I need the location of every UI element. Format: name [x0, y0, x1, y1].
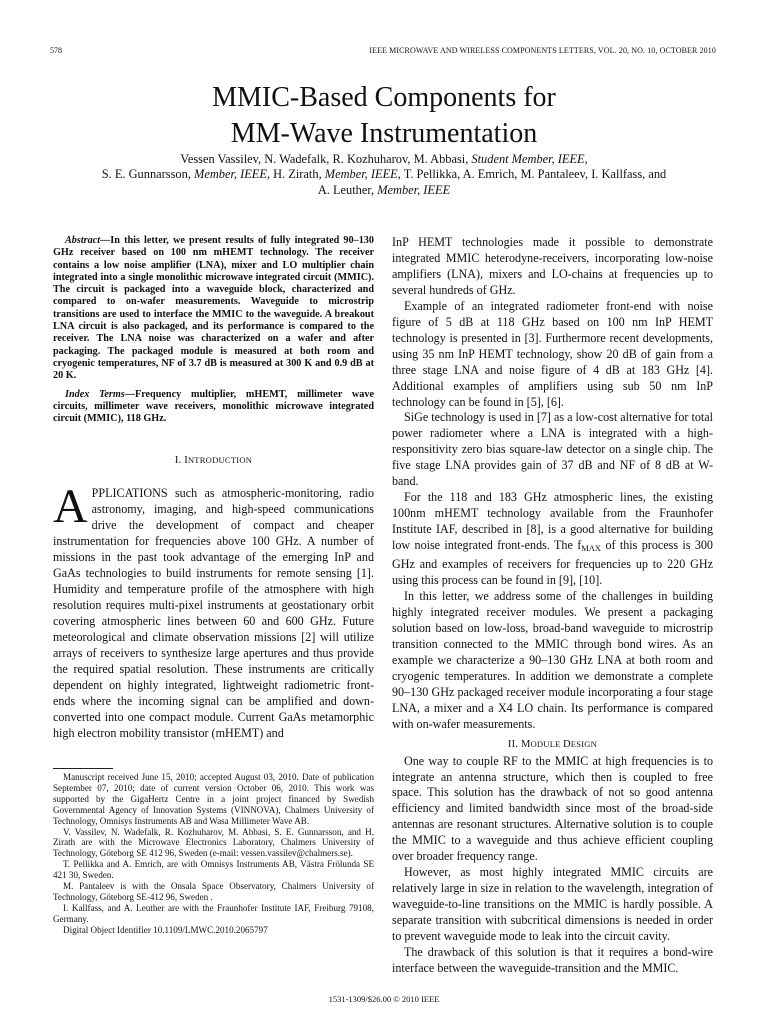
fmax-subscript: MAX: [581, 543, 602, 554]
abstract: [53, 235, 374, 383]
index-terms-text: —Frequency multiplier, mHEMT, millimeter wave circuits, millimeter wave receivers, monolithic microwave integrated circuit (MMIC), 118 GHz.: [53, 388, 374, 425]
author-names-2: S. E. Gunnarsson,: [101, 167, 194, 182]
abstract-text: —In this letter, we present results of fully integrated 90–130 GHz receiver based on 100 nm mHEMT technology. The receiver contains a low noise amplifier (LNA), mixer and LO multiplier chain integrated into a single monolithic microwave integrated circuit (MMIC). The circuit is packaged into a waveguide block, characterized and compared to on-wafer measurements. Waveguide to microstrip transitions are used to interface the MMIC to the waveguide. A breakout LNA circuit is also packaged, and its performance is compared to the receiver. The LNA noise was characterized on a wafer and after packaging. The packaged module is measured at both room and cryogenic temperatures, NF of 3.7 dB is measured at 300 K and 0.9 dB at 20 K.: [53, 235, 374, 382]
paragraph-5: In this letter, we address some of the challenges in building highly integrated receiver modules. We present a packaging solution based on low-loss, broad-band waveguide to microstrip transition connected to the MMIC through bond wires. As an example we characterize a 90–130 GHz LNA at both room and cryogenic temperatures. In addition we demonstrate a complete 90–130 GHz packaged receiver module incorporating a four stage LNA, a mixer and a X4 LO chain. Its performance is compared with on-wafer measurements.: [392, 588, 713, 731]
section-rest-2: ESIGN: [570, 738, 598, 749]
section-rest-1: ODULE: [530, 738, 563, 749]
footnote-doi: Digital Object Identifier 10.1109/LMWC.2010.2065797: [63, 924, 268, 935]
footnotes: [53, 772, 374, 936]
copyright-footer: 1531-1309/$26.00 © 2010 IEEE: [328, 994, 440, 1004]
abstract-label: Abstract: [65, 235, 101, 246]
section-first-letter-2: D: [562, 738, 571, 750]
author-names-3: , H. Zirath,: [266, 167, 325, 182]
paragraph-4-text-a: For the 118 and 183 GHz atmospheric lines, the existing 100nm mHEMT technology available from the Fraunhofer Institute IAF, described in [8], is a good alternative for building low noise integrated front-ends. The f: [392, 490, 713, 553]
left-column: [53, 235, 374, 742]
section-first-letter: I: [184, 455, 188, 467]
author-list: [40, 152, 728, 198]
section-first-letter-1: M: [520, 738, 531, 750]
author-role-1: Student Member, IEEE: [471, 152, 585, 166]
section-numeral: I.: [174, 455, 185, 467]
page-number: 578: [50, 46, 62, 55]
footnote-rule: [53, 768, 113, 769]
footnote-affiliation-onsala: M. Pantaleev is with the Onsala Space Observatory, Chalmers University of Technology, Göteborg SE-412 96, Sweden .: [53, 881, 374, 902]
footnote-affiliation-omnisys: T. Pellikka and A. Emrich, are with Omnisys Instruments AB, Västra Frölunda SE 421 30, Sweden.: [53, 859, 374, 881]
index-terms: [53, 389, 374, 426]
author-role-5: Member, IEEE: [377, 182, 451, 197]
paragraph-2: Example of an integrated radiometer front-end with noise figure of 5 dB at 118 GHz based on 100 nm InP HEMT technology is presented in [3]. Furthermore recent developments, using 35 nm InP HEMT technology, show 20 dB of gain from a three stage LNA and noise figure of 4 dB at 183 GHz [4]. Additional examples of amplifiers using sub 50 nm InP technology can be found in [5], [6].: [392, 298, 713, 409]
intro-paragraph: [53, 480, 374, 741]
footnote-affiliation-iaf: I. Kallfass, and A. Leuther are with the Fraunhofer Institute IAF, Freiburg 79108, Germany.: [53, 902, 374, 924]
paper-title: [0, 80, 768, 152]
paragraph-4-text-b: of this process is 300 GHz and examples of receivers for frequencies up to 220 GHz using this process can be found in [9], [10].: [392, 538, 713, 588]
author-names-4: , T. Pellikka, A. Emrich, M. Pantaleev, I. Kallfass, and: [397, 167, 667, 182]
footnote-manuscript: Manuscript received June 15, 2010; accepted August 03, 2010. Date of publication September 07, 2010; date of current version October 06, 2010. This work was supported by the GigaHertz Centre in a joint project financed by Swedish Governmental Agency of Innovation Systems (VINNOVA), Chalmers University of Technology, Omnisys Instruments AB and Wasa Millimeter Wave AB.: [53, 772, 374, 826]
title-line-1: MMIC-Based Components for: [212, 82, 556, 113]
right-column: [392, 235, 713, 977]
paragraph-3: SiGe technology is used in [7] as a low-cost alternative for total power radiometer where a LNA is integrated with a high-responsitivity zero bias square-law detector on a single chip. The five stage LNA provides gain of 37 dB and NF of 8 dB at W-band.: [392, 410, 713, 489]
section-heading-module-design: [392, 739, 713, 750]
paragraph-4: [392, 490, 713, 589]
footnote-affiliation-chalmers: V. Vassilev, N. Wadefalk, R. Kozhuharov, M. Abbasi, S. E. Gunnarsson, and H. Zirath are with the Microwave Electronics Laboratory, Chalmers University of Technology, Göteborg SE 412 96, Sweden (e-mail: vessen.vassilev@chalmers.se).: [53, 826, 374, 859]
author-role-2: Member, IEEE: [194, 167, 267, 182]
index-terms-label: Index Terms: [65, 388, 125, 400]
author-names-5: A. Leuther,: [317, 182, 378, 197]
paragraph-6: One way to couple RF to the MMIC at high frequencies is to integrate an antenna structure, which then is coupled to free space. This solution has the drawback of not so good antenna efficiency and limited bandwidth since most of the broad-side antennas are resonant structures. Alternative solution is to couple the MMIC to a waveguide and thus achieve efficient coupling over broader frequency range.: [392, 753, 713, 864]
author-role-3: Member, IEEE: [324, 167, 398, 182]
section-heading-introduction: [53, 455, 374, 466]
author-line-3: [40, 183, 728, 198]
intro-first-word: PPLICATIONS: [91, 486, 168, 501]
intro-text: such as atmospheric-monitoring, radio astronomy, imaging, and high-speed communications drive the development of compact and cheaper instrumentation for frequencies above 100 GHz. A number of missions in the past took advantage of the emerging InP and GaAs technologies to build instruments for remote sensing [1]. Humidity and temperature profile of the atmosphere with high resolution requires multi-pixel instruments at geostationary orbit covering atmospheric lines between 60 and 600 GHz. Future meteorological and climate observation missions [2] will utilize arrays of receivers to synthesize large apertures and thus provide the required spatial resolution. These instruments are critically dependent on highly integrated, lightweight radiometric front-ends where the incoming signal can be amplified and down-converted into one compact module. Current GaAs metamorphic high electron mobility transistor (mHEMT) and: [53, 486, 374, 740]
paragraph-7: However, as most highly integrated MMIC circuits are relatively large in size in relation to the wavelength, integration of waveguide-to-line transitions on the MMIC is hardly possible. A separate transition with subcritical dimensions is needed in order to prevent waveguide mode to leak into the circuit cavity.: [392, 865, 713, 944]
section-numeral: II.: [507, 738, 521, 750]
drop-cap: A: [53, 480, 88, 534]
paragraph-8: The drawback of this solution is that it requires a bond-wire interface between the waveguide-transition and the MMIC.: [392, 944, 713, 975]
author-line-2: [40, 167, 728, 182]
paragraph-1: InP HEMT technologies made it possible to demonstrate integrated MMIC heterodyne-receivers, incorporating low-noise amplifiers (LNA), mixers and LO-chains at frequencies up to several hundreds of GHz.: [392, 235, 713, 297]
author-names-1: Vessen Vassilev, N. Wadefalk, R. Kozhuharov, M. Abbasi,: [180, 152, 472, 166]
title-line-2: MM-Wave Instrumentation: [230, 118, 538, 149]
section-rest: NTRODUCTION: [187, 455, 253, 466]
running-head: IEEE MICROWAVE AND WIRELESS COMPONENTS LETTERS, VOL. 20, NO. 10, OCTOBER 2010: [369, 46, 716, 55]
author-line-1: Vessen Vassilev, N. Wadefalk, R. Kozhuharov, M. Abbasi, Student Member, IEEE,: [180, 152, 588, 166]
